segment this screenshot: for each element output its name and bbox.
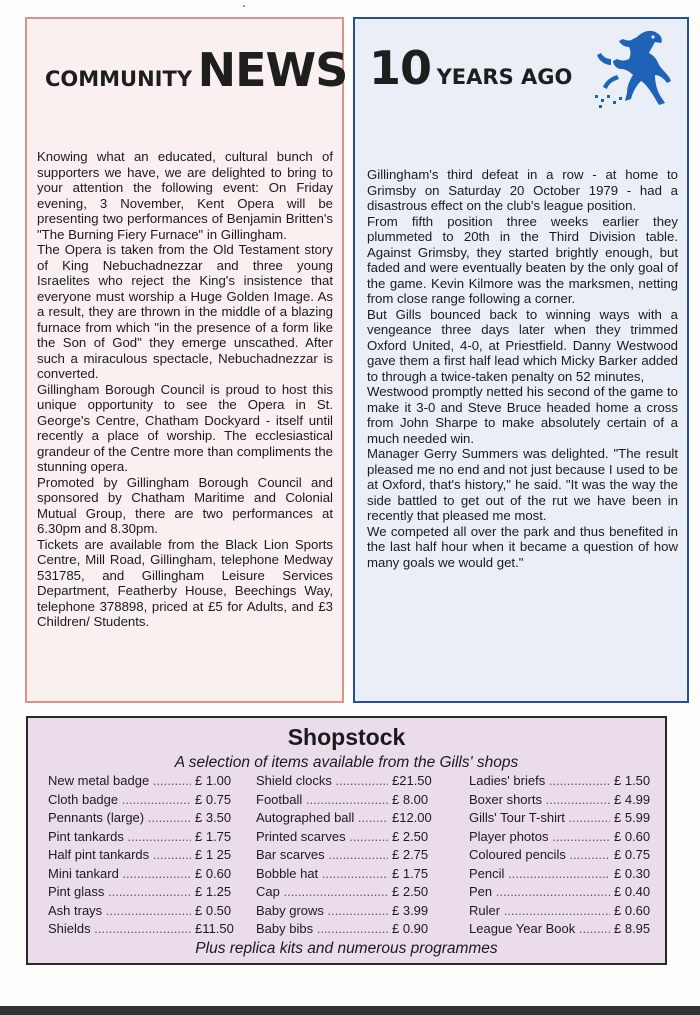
item-name: Printed scarves ..... [256,829,388,844]
shopstock-title: Shopstock [287,724,406,750]
price-list-row [469,921,658,940]
paragraph: Gillingham's third defeat in a row - at home to Grimsby on Saturday 20 October 1979 - had a disastrous effect on the club's league position. [367,167,678,213]
item-name: Pennants (large) ..... [48,810,191,825]
headline-ten: 10 [369,41,432,95]
community-news-headline [45,43,347,97]
item-price: £ 8.95 [614,921,651,936]
item-price: £ 4.99 [614,791,651,807]
item-price: £ 0.60 [614,828,651,844]
item-name: Pen ..... [469,884,610,899]
item-name: Cap ..... [256,884,388,899]
paragraph: We competed all over the park and thus benefited in the last half hour when it became a question of how many goals we would get." [367,523,678,570]
price-list-row [256,884,440,903]
ten-years-ago-headline [369,41,572,95]
price-list-row [469,866,658,885]
paragraph: From fifth position three weeks earlier they plummeted to 20th in the Third Division table. Against Grimsby, they started brightly enough, but faded and were eventually beaten by the only goal of the game. Kevin Kilmore was the marksmen, netting from close range following a corner. [367,213,678,306]
price-list-row [469,884,658,903]
paragraph: Westwood promptly netted his second of the game to make it 3-0 and Steve Bruce headed home a cross from John Sharpe to make absolutely certain of a much needed win. [367,384,678,446]
item-price: £ 8.00 [392,791,429,807]
paragraph: Knowing what an educated, cultural bunch of supporters we have, we are delighted to bring to your attention the following event: On Friday evening, 3 November, Kent Opera will be presenting two performances of Benjamin Britten's "The Burning Fiery Furnace" in Gillingham. [37,149,333,242]
item-name: Gills' Tour T-shirt ..... [469,810,610,825]
community-news-body [37,149,333,630]
price-list-row [469,810,658,829]
item-name: Baby grows ..... [256,903,388,918]
item-name: Football ..... [256,792,388,807]
item-name: Pencil ..... [469,866,610,881]
price-list-row [256,847,440,866]
item-price: £ 2.75 [392,847,429,862]
community-news-panel [25,17,348,703]
headline-news: NEWS [197,43,348,97]
price-list-row [48,773,243,792]
price-list-row [48,829,243,848]
item-price: £ 0.50 [195,902,232,918]
paragraph: Gillingham Borough Council is proud to host this unique opportunity to see the Opera in St. George's Centre, Chatham Dockyard - itself until recently a place of worship. The ecclesiastical grandeur of the Centre more than compliments the stunning opera. [37,381,333,474]
item-name: Bobble hat ..... [256,866,388,881]
page-speck [243,5,245,7]
price-list-row [469,847,658,866]
ten-years-ago-body [367,167,678,570]
item-price: £ 1 25 [195,847,232,862]
item-name: Ruler ..... [469,903,610,918]
item-name: Half pint tankards ..... [48,847,191,862]
shopstock-footer: Plus replica kits and numerous programmes [195,940,498,957]
price-list-row [256,773,440,792]
item-name: Bar scarves ..... [256,847,388,862]
item-price: £ 0.75 [195,791,232,807]
headline-years-ago: YEARS AGO [436,65,573,89]
price-list-row [48,847,243,866]
ten-years-ago-panel [353,17,689,703]
item-price: £ 3.50 [195,810,232,825]
item-price: £ 5.99 [614,810,651,825]
item-name: Coloured pencils ..... [469,847,610,862]
price-list-row [469,773,658,792]
price-list-row [256,866,440,885]
item-price: £ 3.99 [392,902,429,918]
headline-community: COMMUNITY [45,67,193,91]
price-list-row [256,921,440,940]
item-price: £ 1.75 [195,828,232,844]
item-price: £ 0.75 [614,847,651,862]
item-price: £ 0.60 [614,902,651,918]
shopstock-subtitle: A selection of items available from the Gills' shops [174,754,519,771]
shopstock-panel [26,716,667,965]
item-price: £ 0.60 [195,865,232,881]
item-name: Cloth badge ..... [48,792,191,807]
paragraph: Tickets are available from the Black Lion Sports Centre, Mill Road, Gillingham, telephone Medway 531785, and Gillingham Leisure Services Department, Featherby House, Beechings Way, telephone 378898, priced at £5 for Adults, and £3 Children/ Students. [37,536,333,629]
price-list-row [469,792,658,811]
item-price: £11.50 [195,921,234,936]
paragraph: The Opera is taken from the Old Testament story of King Nebuchadnezzar and three young Israelites who reject the King's insistence that everyone must worship a Huge Golden Image. As a result, they are thrown in the middle of a blazing furnace from which "in the presence of a form like the Son of God" they emerge unscathed. After such a miraculous spectacle, Nebuchadnezzar is converted. [37,242,333,381]
price-list-column-2 [256,773,440,940]
price-list-row [48,921,243,940]
item-name: Player photos ..... [469,829,610,844]
item-name: Pint tankards ..... [48,829,191,844]
item-price: £ 1.75 [392,865,429,881]
item-price: £ 0.90 [392,921,429,936]
price-list-row [256,810,440,829]
price-list-row [48,884,243,903]
item-price: £12.00 [392,810,432,825]
price-list-row [48,792,243,811]
item-price: £21.50 [392,773,432,788]
page-bottom-rule [0,1006,700,1015]
item-price: £ 1.50 [614,773,651,788]
price-list-row [469,903,658,922]
item-name: Mini tankard ..... [48,866,191,881]
item-name: Pint glass ..... [48,884,191,899]
price-list-row [48,810,243,829]
item-name: Shields ..... [48,921,191,936]
price-list-row [469,829,658,848]
price-list-row [256,792,440,811]
item-name: Ladies' briefs ..... [469,773,610,788]
item-price: £ 1.25 [195,884,232,899]
paragraph: But Gills bounced back to winning ways with a vengeance three days later when they trimmed Oxford United, 4-0, at Priestfield. Danny Westwood gave them a first half lead which Micky Barker added to through a twice-taken penalty on 52 minutes, [367,306,678,384]
item-price: £ 0.40 [614,884,651,899]
item-price: £ 2.50 [392,828,429,844]
item-name: League Year Book ..... [469,921,610,936]
price-list-row [48,903,243,922]
rearing-horse-icon [591,25,673,109]
item-name: New metal badge ..... [48,773,191,788]
item-price: £ 1.00 [195,773,232,788]
item-price: £ 2.50 [392,884,429,899]
item-name: Shield clocks ..... [256,773,388,788]
price-list-column-3 [469,773,658,940]
price-list-column-1 [48,773,243,940]
paragraph: Manager Gerry Summers was delighted. "The result pleased me no end and not just because I used to be at Oxford, that's history," he said. "It was the way the side battled to get out of the rut we have been in recently that pleased me most. [367,446,678,523]
item-price: £ 0.30 [614,865,651,881]
item-name: Baby bibs ..... [256,921,388,936]
price-list-row [48,866,243,885]
price-list-row [256,829,440,848]
item-name: Autographed ball ..... [256,810,388,825]
item-name: Ash trays ..... [48,903,191,918]
price-list-row [256,903,440,922]
item-name: Boxer shorts ..... [469,792,610,807]
paragraph: Promoted by Gillingham Borough Council and sponsored by Chatham Maritime and Colonial Mutual Group, there are two performances at 6.30pm and 8.30pm. [37,474,333,536]
